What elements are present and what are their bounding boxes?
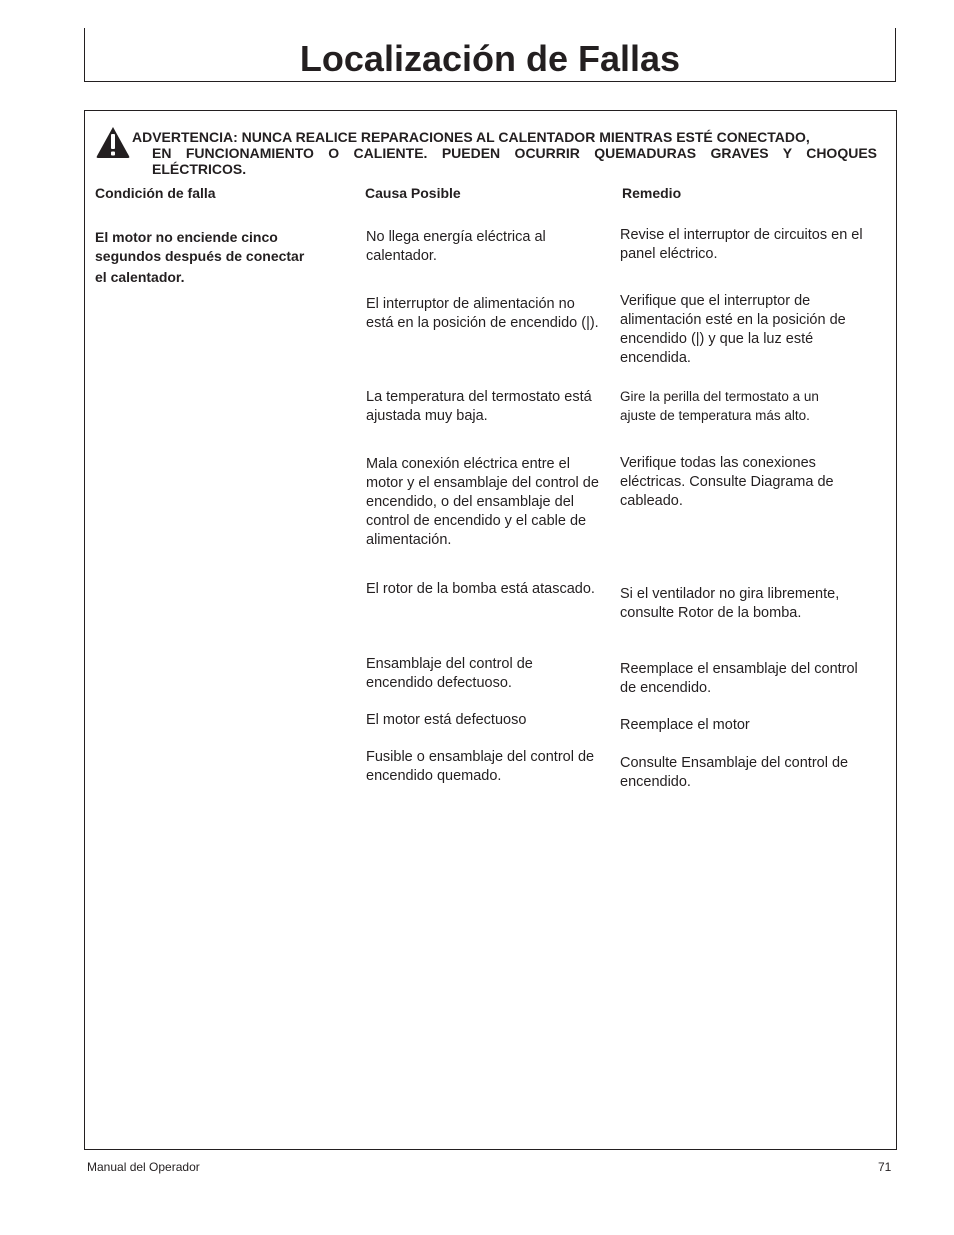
remedy-cell: Reemplace el motor bbox=[620, 717, 750, 733]
cause-cell: No llega energía eléctrica al calentador. bbox=[366, 229, 546, 264]
title-box bbox=[84, 28, 896, 82]
warning-triangle-icon bbox=[95, 125, 131, 159]
remedy-cell: Verifique todas las conexiones eléctricas. Consulte Diagrama de cableado. bbox=[620, 455, 834, 509]
fault-condition-line: segundos después de conectar bbox=[95, 248, 305, 264]
remedy-cell: Gire la perilla del termostato a un ajuste de temperatura más alto. bbox=[620, 389, 819, 423]
cause-cell: El rotor de la bomba está atascado. bbox=[366, 581, 595, 597]
cause-cell: El interruptor de alimentación no está en la posición de encendido (|). bbox=[366, 296, 599, 331]
remedy-cell: Revise el interruptor de circuitos en el panel eléctrico. bbox=[620, 227, 863, 262]
warning-text-line-3: ELÉCTRICOS. bbox=[152, 161, 247, 177]
page-title: Localización de Fallas bbox=[299, 38, 681, 79]
remedy-cell: Verifique que el interruptor de alimentación esté en la posición de encendido (|) y que la luz esté encendida. bbox=[620, 293, 846, 366]
header-condition: Condición de falla bbox=[95, 185, 216, 201]
warning-text-line-1: ADVERTENCIA: NUNCA REALICE REPARACIONES AL CALENTADOR MIENTRAS ESTÉ CONECTADO, bbox=[132, 129, 810, 145]
remedy-cell: Consulte Ensamblaje del control de encendido. bbox=[620, 755, 849, 790]
cause-cell: El motor está defectuoso bbox=[366, 712, 527, 728]
page-number: 71 bbox=[878, 1160, 892, 1174]
header-remedy: Remedio bbox=[622, 185, 682, 201]
remedy-cell: Si el ventilador no gira libremente, consulte Rotor de la bomba. bbox=[620, 586, 840, 621]
cause-cell: Mala conexión eléctrica entre el motor y el ensamblaje del control de encendido, o del ensamblaje del control de encendido y el cable de alimentación. bbox=[366, 456, 599, 548]
fault-condition-line: el calentador. bbox=[95, 269, 185, 285]
fault-condition bbox=[95, 228, 345, 287]
warning-text-line-2: EN FUNCIONAMIENTO O CALIENTE. PUEDEN OCURRIR QUEMADURAS GRAVES Y CHOQUES bbox=[152, 145, 877, 161]
cause-cell: Ensamblaje del control de encendido defectuoso. bbox=[366, 656, 533, 691]
header-cause: Causa Posible bbox=[365, 185, 461, 201]
fault-condition-line: El motor no enciende cinco bbox=[95, 229, 278, 245]
cause-cell: Fusible o ensamblaje del control de encendido quemado. bbox=[366, 749, 595, 784]
footer-manual-name: Manual del Operador bbox=[87, 1160, 200, 1174]
remedy-cell: Reemplace el ensamblaje del control de encendido. bbox=[620, 661, 858, 696]
cause-cell: La temperatura del termostato está ajustada muy baja. bbox=[366, 389, 592, 424]
